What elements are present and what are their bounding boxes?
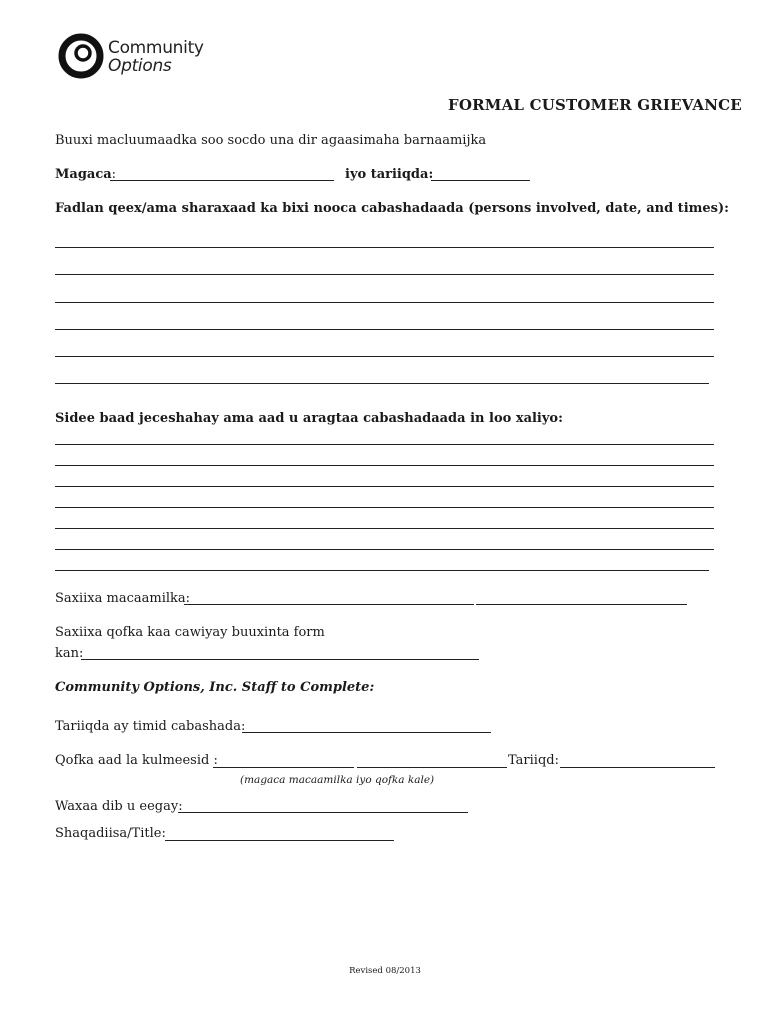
person-meeting-field-2[interactable] bbox=[357, 767, 507, 768]
person-meeting-field[interactable] bbox=[213, 767, 354, 768]
resolve-line[interactable] bbox=[55, 528, 714, 529]
resolve-line[interactable] bbox=[55, 465, 714, 466]
logo-text-line1: Community bbox=[108, 38, 204, 58]
helper-signature-label-2: kan: bbox=[55, 646, 84, 661]
describe-line[interactable] bbox=[55, 274, 714, 275]
name-label: Magaca bbox=[55, 167, 112, 182]
reviewed-by-label: Waxaa dib u eegay: bbox=[55, 799, 183, 814]
date-received-field[interactable] bbox=[242, 732, 491, 733]
customer-signature-field[interactable] bbox=[184, 604, 474, 605]
resolve-line[interactable] bbox=[55, 507, 714, 508]
describe-line[interactable] bbox=[55, 329, 714, 330]
customer-signature-field-2[interactable] bbox=[476, 604, 687, 605]
date-received-label: Tariiqda ay timid cabashada: bbox=[55, 719, 246, 734]
resolve-line[interactable] bbox=[55, 486, 714, 487]
date-label: iyo tariiqda: bbox=[345, 167, 434, 182]
logo-swirl-icon bbox=[58, 30, 106, 80]
name-field[interactable] bbox=[110, 180, 334, 181]
describe-line[interactable] bbox=[55, 302, 714, 303]
person-meeting-hint: (magaca macaamilka iyo qofka kale) bbox=[240, 774, 435, 786]
community-options-logo bbox=[58, 30, 208, 82]
name-label-group bbox=[55, 167, 116, 183]
resolve-line[interactable] bbox=[55, 444, 714, 445]
person-meeting-label: Qofka aad la kulmeesid : bbox=[55, 753, 218, 768]
revision-footer: Revised 08/2013 bbox=[349, 966, 421, 976]
logo-text-line2: Options bbox=[108, 56, 172, 76]
name-colon: : bbox=[111, 167, 117, 182]
describe-line[interactable] bbox=[55, 356, 714, 357]
reviewed-by-field[interactable] bbox=[178, 812, 468, 813]
helper-signature-field[interactable] bbox=[81, 659, 479, 660]
resolve-label: Sidee baad jeceshahay ama aad u aragtaa cabashadaada in loo xaliyo: bbox=[55, 411, 563, 426]
staff-heading: Community Options, Inc. Staff to Complete: bbox=[55, 680, 375, 695]
resolve-line[interactable] bbox=[55, 549, 714, 550]
date2-label: Tariiqd: bbox=[508, 753, 559, 768]
form-title: FORMAL CUSTOMER GRIEVANCE bbox=[448, 96, 742, 114]
date-field[interactable] bbox=[431, 180, 530, 181]
title-field[interactable] bbox=[165, 840, 394, 841]
date2-field[interactable] bbox=[560, 767, 715, 768]
customer-signature-label: Saxiixa macaamilka: bbox=[55, 591, 191, 606]
describe-line[interactable] bbox=[55, 247, 714, 248]
describe-label: Fadlan qeex/ama sharaxaad ka bixi nooca cabashadaada (persons involved, date, and times): bbox=[55, 201, 729, 216]
title-label: Shaqadiisa/Title: bbox=[55, 826, 166, 841]
helper-signature-label-1: Saxiixa qofka kaa cawiyay buuxinta form bbox=[55, 625, 325, 640]
resolve-line[interactable] bbox=[55, 570, 709, 571]
describe-line[interactable] bbox=[55, 383, 709, 384]
intro-text: Buuxi macluumaadka soo socdo una dir agaasimaha barnaamijka bbox=[55, 133, 487, 148]
